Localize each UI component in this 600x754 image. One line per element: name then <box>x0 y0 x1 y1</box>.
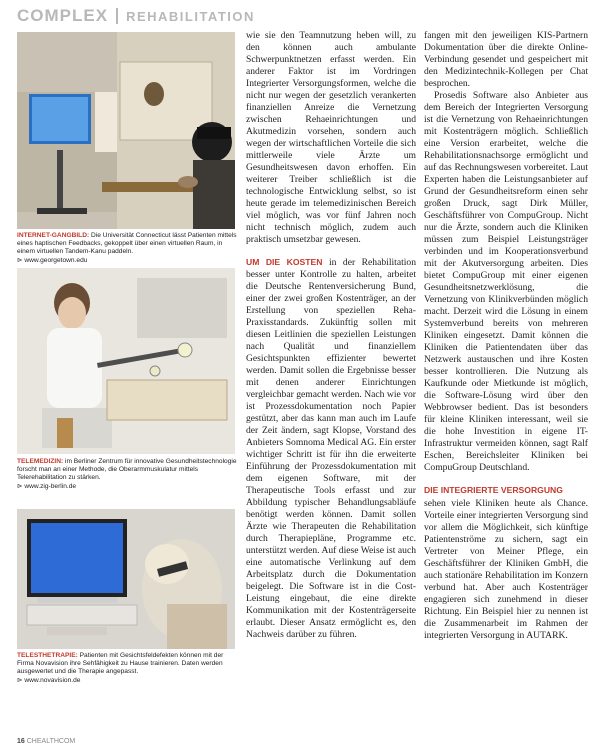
mid-paragraph-1: wie sie den Teamnutzung heben will, zu den können auch ambulante Schwerpunktnetzen erfasst werden. Ein anderer Faktor ist im Vordringen Integrierter Versorgungsformen, welche die nicht nur wegen der gesetzlich verankerten finanziellen Anreize die Vernetzung zwischen Rehaeinrichtungen und Akutmedizin vorsehen, sondern auch wegen der wirtschaftlichen Vorteile die sich mittlerweile viele Ärzte um Gesundheitswesen davon erhoffen. Ein weiterer Treiber schließlich ist die technologische Entwicklung selbst, so ist heute gerade im telemedizinischen Bereich viel möglich, was vor fünf Jahren noch nicht technisch möglich, zudem auch praktisch umsetzbar gewesen. <box>246 30 416 245</box>
right-paragraph-2: Prosedis Software also Anbieter aus dem Bereich der Integrierten Versorgung ist die Vernetzung von Rehaeinrichtungen mit Kostenträgern möglich. Schließlich eine Version erarbeitet, welche die Rehabilitationsnachsorge ermöglicht und auf das Rechnungswesen vorbereitet. Laut Experten haben die Leistungsanbieter auf Grund der Gesundheitsreform einen sehr großen Druck, sagt Dirk Müller, Geschäftsführer von CompuGroup. Nicht nur die Ärzte, sondern auch die Kliniken müssen zum Beispiel Leistungsträger verbinden und im Kooperationsverbund mit der Akutversorgung arbeiten. Dies bietet CompuGroup mit einer eigenen Gesundheitsnetzwerklösung, die Vernetzung von Klinikverbünden möglich macht. Derzeit wird die Lösung in einem Systemverbund bereits von mehreren Kliniken eingesetzt. Damit können die Kliniken die Patientendaten über das Netzwerk austauschen und ihre Kosten besser kontrollieren. Die Nutzung als Kaufkunde oder Mietkunde ist möglich, die Software-Lösung wird über den Webbrowser bedient. Das ist besonders für kleine Kliniken interessant, weil sie die hohe Investition in eigene IT-Infrastruktur vermeiden können, sagt Ralf Eschen, Bereichsleiter Kliniken bei CompuGroup Deutschland. <box>424 90 588 473</box>
page-number: 16 <box>17 738 25 745</box>
caption-2-link[interactable]: ⊳ www.zig-berlin.de <box>17 483 77 490</box>
right-paragraph-3: sehen viele Kliniken heute als Chance. Vorteile einer integrierten Versorgung sind vor allem die Möglichkeit, sich künftige Patientenströme zu sichern, sagt ein Vertreter von Meiner Pflege, ein Geschäftsführer der Kliniken GmbH, die auch stationäre Rehabilitation im Konzern verbund hat. Aber auch Kostenträger engagieren sich zunehmend in dieser Richtung. Ein Beispiel hier zu nennen ist die Zusammenarbeit im Rahmen der integrierten Versorgung in AUTARK. <box>424 498 588 641</box>
article-column-middle <box>246 30 416 735</box>
mid-paragraph-2-text: in der Rehabilitation besser unter Kontrolle zu halten, arbeitet die Deutsche Rentenversicherung Bund, einer der zwei großen Kostenträger, an der Erstellung von speziellen Reha-Praxisstandards. Zukünftig sollen mit diesen Leitlinien die speziellen Leistungen nach Qualität und finanziellem Gesichtspunkten effizienter bewertet werden. Damit sollen die Ergebnisse besser mit denen anderer Einrichtungen vergleichbar gemacht werden. Nach wie vor ist Prozessdokumentation noch Papier gestützt, aber das kann man auch im Laufe der Zeit ändern, sagt Klopse, Vorstand des Anbieters Somnoma Medical AG. Ein erster wichtiger Schritt ist für ihn die erweiterte Einführung der Prozessdokumentation mit dem eigenen Software, mit der Therapeutische Tools erfasst und zur Abbildung typischer Behandlungsabläufe benötigt werden können. Damit sollen Ärzte wie Therapeuten die Rehabilitation durch Therapiepläne, Programme etc. unterstützt werden. Auf diese Weise ist auch eine automatische Verlinkung auf dem Arbeitsplatz durch die Dokumentation beigelegt. Die Software ist in die Cost-Leistung eingebaut, die eine direkte Kommunikation mit der Kostenträgerseite erlaubt. Dieser Ansatz ermöglicht es, den Nachweis darüber zu führen. <box>246 257 416 640</box>
right-subhead: DIE INTEGRIERTE VERSORGUNG <box>424 485 563 495</box>
caption-3-lead: TELESTHETRAPIE: <box>17 652 78 659</box>
magazine-name: CHEALTHCOM <box>26 738 76 745</box>
header-divider <box>116 8 118 24</box>
page-header <box>17 5 255 27</box>
caption-2-lead: TELEMEDIZIN: <box>17 458 64 465</box>
article-column-right <box>424 30 588 735</box>
page-footer <box>17 738 75 745</box>
photo-vision-therapy <box>17 509 235 649</box>
caption-2-url[interactable]: www.zig-berlin.de <box>24 483 77 490</box>
photo-telerehab-arm <box>17 268 235 454</box>
caption-3 <box>17 652 237 685</box>
caption-1 <box>17 232 237 265</box>
caption-3-url[interactable]: www.novavision.de <box>24 677 81 684</box>
right-paragraph-1: fangen mit den jeweiligen KIS-Partnern Dokumentation über die direkte Online-Verbindung gesendet und gespeichert mit den Medizintechnik-Kollegen per Chat besprochen. <box>424 30 588 89</box>
photo-vr-canoe <box>17 32 235 229</box>
caption-1-lead: INTERNET-GANGBILD: <box>17 232 90 239</box>
caption-3-text: Patienten mit Gesichtsfeldefekten können mit der Firma Novavision ihre Sehfähigkeit zu Hause trainieren. Daten werden ausgewertet und die Therapie angepasst. <box>17 652 224 675</box>
caption-3-link[interactable]: ⊳ www.novavision.de <box>17 677 81 684</box>
mid-paragraph-2 <box>246 256 416 641</box>
caption-2-text: im Berliner Zentrum für innovative Gesundheitstechnologie forscht man an einer Methode, die Oberarmmuskulatur mittels Telerehabilitation zu stärken. <box>17 458 237 481</box>
caption-2 <box>17 458 237 491</box>
mid-lead-in: UM DIE KOSTEN <box>246 257 323 267</box>
caption-1-url[interactable]: www.georgetown.edu <box>24 257 88 264</box>
subsection-title: REHABILITATION <box>126 8 255 24</box>
caption-1-text: Die Universität Connecticut lässt Patienten mittels eines haptischen Feedbacks, gekoppelt über einen virtuellen Raum, in einem virtuellen Tandem-Kanu paddeln. <box>17 232 237 255</box>
caption-1-link[interactable]: ⊳ www.georgetown.edu <box>17 257 88 264</box>
section-title: COMPLEX <box>17 6 109 25</box>
